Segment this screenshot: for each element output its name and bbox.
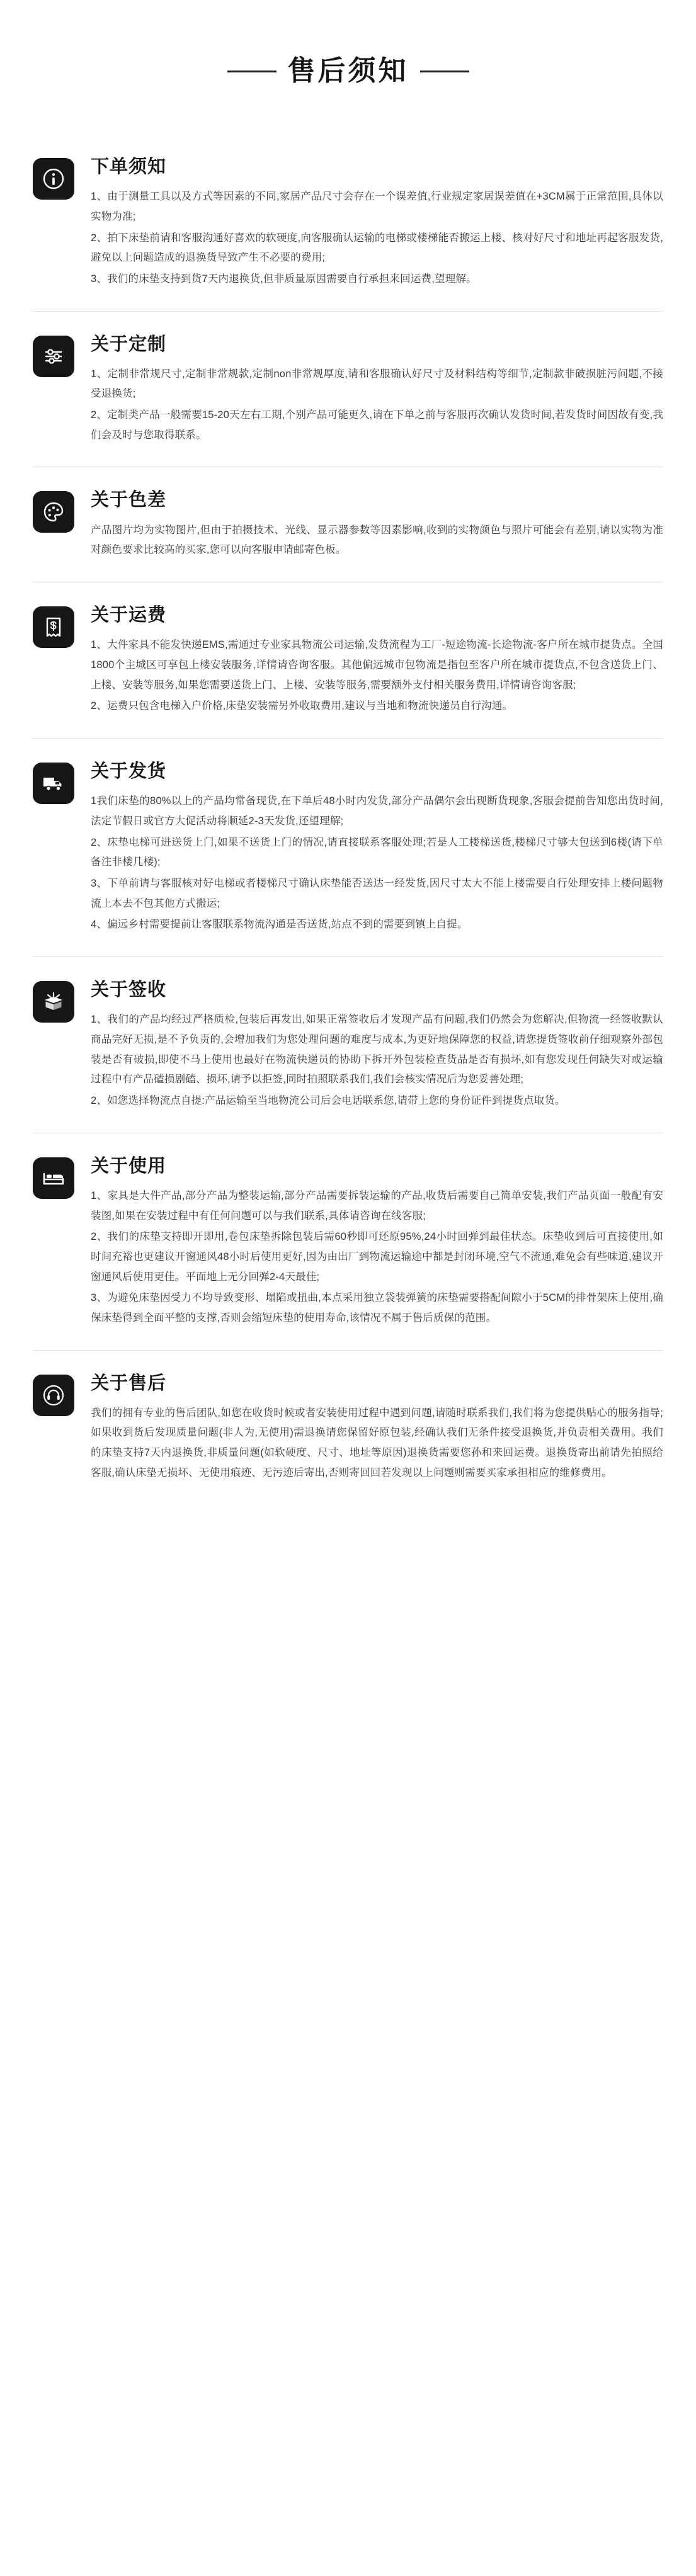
section-paragraph: 1我们床垫的80%以上的产品均常备现货,在下单后48小时内发货,部分产品偶尔会出现断货现象,客服会提前告知您出货时间,法定节假日或官方大促活动将顺延2-3天发货,还望理解; — [91, 795, 663, 827]
section-paragraph: 1、我们的产品均经过严格质检,包装后再发出,如果正常签收后才发现产品有问题,我们仍然会为您解决,但物流一经签收默认商品完好无损,是不予负责的,会增加我们为您处理问题的难度与成本,为更好地保障您的权益,请您提货签收前仔细观察外部包装是否有破损,即使不马上使用也最好在物流快递员的协助下拆开外包装检查货品是否有损坏,如有您发现任何缺失对或运输过程中有产品磕损剧磕、损坏,请予以拒签,同时拍照联系我们,我们会核实情况后为您妥善处理; — [91, 1014, 663, 1086]
section-paragraph: 2、我们的床垫支持即开即用,卷包床垫拆除包装后需60秒即可还原95%,24小时回弹到最佳状态。床垫收到后可直接使用,如时间充裕也更建议开窗通风48小时后使用更好,因为由出厂到物流运输途中都是封闭环境,空气不流通,难免会有些味道,建议开窗通风后使用更佳。平面地上无分回弹2-4天最佳; — [91, 1231, 663, 1283]
sliders-icon — [33, 336, 74, 377]
sections-list — [0, 134, 696, 1505]
section-paragraph: 3、下单前请与客服核对好电梯或者楼梯尺寸确认床垫能否送达一经发货,因尺寸太大不能上楼需要自行处理安排上楼问题物流上本去不包其他方式搬运; — [91, 877, 663, 909]
section-title: 关于售后 — [91, 1373, 167, 1393]
section-paragraph: 1、由于测量工具以及方式等因素的不同,家居产品尺寸会存在一个误差值,行业规定家居误差值在+3CM属于正常范围,具体以实物为准; — [91, 191, 663, 222]
section-paragraph: 2、运费只包含电梯入户价格,床垫安装需另外收取费用,建议与当地和物流快递员自行沟通。 — [91, 700, 513, 712]
section-body — [91, 1155, 663, 1329]
section-paragraph: 2、拍下床垫前请和客服沟通好喜欢的软硬度,向客服确认运输的电梯或楼梯能否搬运上楼、核对好尺寸和地址再起客服发货,避免以上问题造成的退换货导致产生不必要的费用; — [91, 232, 663, 264]
section-title: 关于签收 — [91, 979, 167, 1000]
section-body — [91, 489, 663, 560]
section-title: 关于色差 — [91, 490, 167, 511]
section-body — [91, 604, 663, 717]
section-body — [91, 333, 663, 446]
section-body — [91, 979, 663, 1111]
section-paragraph: 3、为避免床垫因受力不均导致变形、塌陷或扭曲,本点采用独立袋装弹簧的床垫需要搭配间隙小于5CM的排骨架床上使用,确保床垫得到全面平整的支撑,否则会缩短床垫的使用寿命,该情况不属于售后质保的范围。 — [91, 1292, 663, 1324]
section-paragraph: 3、我们的床垫支持到货7天内退换货,但非质量原因需要自行承担来回运费,望理解。 — [91, 273, 477, 285]
page-title: 售后须知 — [287, 55, 409, 87]
section-dispatch — [33, 739, 663, 957]
section-paragraph: 2、定制类产品一般需要15-20天左右工期,个别产品可能更久,请在下单之前与客服再次确认发货时间,若发货时间因故有变,我们会及时与您取得联系。 — [91, 409, 663, 441]
info-circle-icon — [33, 158, 74, 200]
section-paragraph: 1、大件家具不能发快递EMS,需通过专业家具物流公司运输,发货流程为工厂-短途物流-长途物流-客户所在城市提货点。全国1800个主城区可享包上楼安装服务,详情请咨询客服。其他偏远城市包物流是指包至客户所在城市提货点,不包含送货上门、上楼、安装等服务,如果您需要送货上门、上楼、安装等服务,需要额外支付相关服务费用,详情请咨询客服; — [91, 639, 663, 691]
section-shipping-fee — [33, 582, 663, 739]
section-title: 关于运费 — [91, 605, 167, 626]
section-paragraph: 2、如您选择物流点自提:产品运输至当地物流公司后会电话联系您,请带上您的身份证件到提货点取货。 — [91, 1094, 566, 1106]
palette-icon — [33, 491, 74, 533]
section-order-notice — [33, 134, 663, 312]
section-paragraph: 产品图片均为实物图片,但由于拍摄技术、光线、显示器参数等因素影响,收到的实物颜色与照片可能会有差别,请以实物为准对颜色要求比较高的买家,您可以向客服申请邮寄色板。 — [91, 524, 663, 556]
section-title: 下单须知 — [91, 156, 167, 177]
section-body — [91, 1372, 663, 1484]
section-paragraph: 我们的拥有专业的售后团队,如您在收货时候或者安装使用过程中遇到问题,请随时联系我们,我们将为您提供贴心的服务指导;如果收到货后发现质量问题(非人为,无使用)需退换请您保留好原包装,经确认我们无条件接受退换货,并负责相关费用。我们的床垫支持7天内退换货,非质量问题(如软硬度、尺寸、地址等原因)退换货需要您孙和来回运费。退换货寄出前请先拍照给客服,确认床垫无损坏、无使用痕迹、无污迹后寄出,否则寄回回若发现以上问题则需要买家承担相应的维修费用。 — [91, 1407, 663, 1478]
section-title: 关于发货 — [91, 761, 167, 782]
section-receiving — [33, 957, 663, 1133]
section-usage — [33, 1133, 663, 1351]
title-rule-right — [420, 71, 469, 72]
truck-icon — [33, 763, 74, 804]
title-rule-left — [227, 71, 277, 72]
section-paragraph: 4、偏远乡村需要提前让客服联系物流沟通是否送货,站点不到的需要到镇上自提。 — [91, 919, 468, 931]
section-body — [91, 156, 663, 290]
page-title-block — [0, 0, 696, 134]
section-title: 关于定制 — [91, 334, 167, 355]
section-color-difference — [33, 467, 663, 582]
open-box-icon — [33, 981, 74, 1023]
section-paragraph: 1、定制非常规尺寸,定制非常规款,定制non非常规厚度,请和客服确认好尺寸及材料结构等细节,定制款非破损脏污问题,不接受退换货; — [91, 368, 663, 400]
receipt-icon — [33, 606, 74, 648]
section-aftersales — [33, 1351, 663, 1505]
section-paragraph: 1、家具是大件产品,部分产品为整装运输,部分产品需要拆装运输的产品,收货后需要自己简单安装,我们产品页面一般配有安装图,如果在安装过程中有任何问题可以与我们联系,具体请咨询在线客服; — [91, 1189, 663, 1222]
section-body — [91, 760, 663, 935]
section-title: 关于使用 — [91, 1155, 167, 1176]
headset-support-icon — [33, 1375, 74, 1416]
bed-icon — [33, 1157, 74, 1199]
section-paragraph: 2、床垫电梯可进送货上门,如果不送货上门的情况,请直接联系客服处理;若是人工楼梯送货,楼梯尺寸够大包送到6楼(请下单备注非楼几楼); — [91, 836, 663, 868]
section-customization — [33, 312, 663, 468]
